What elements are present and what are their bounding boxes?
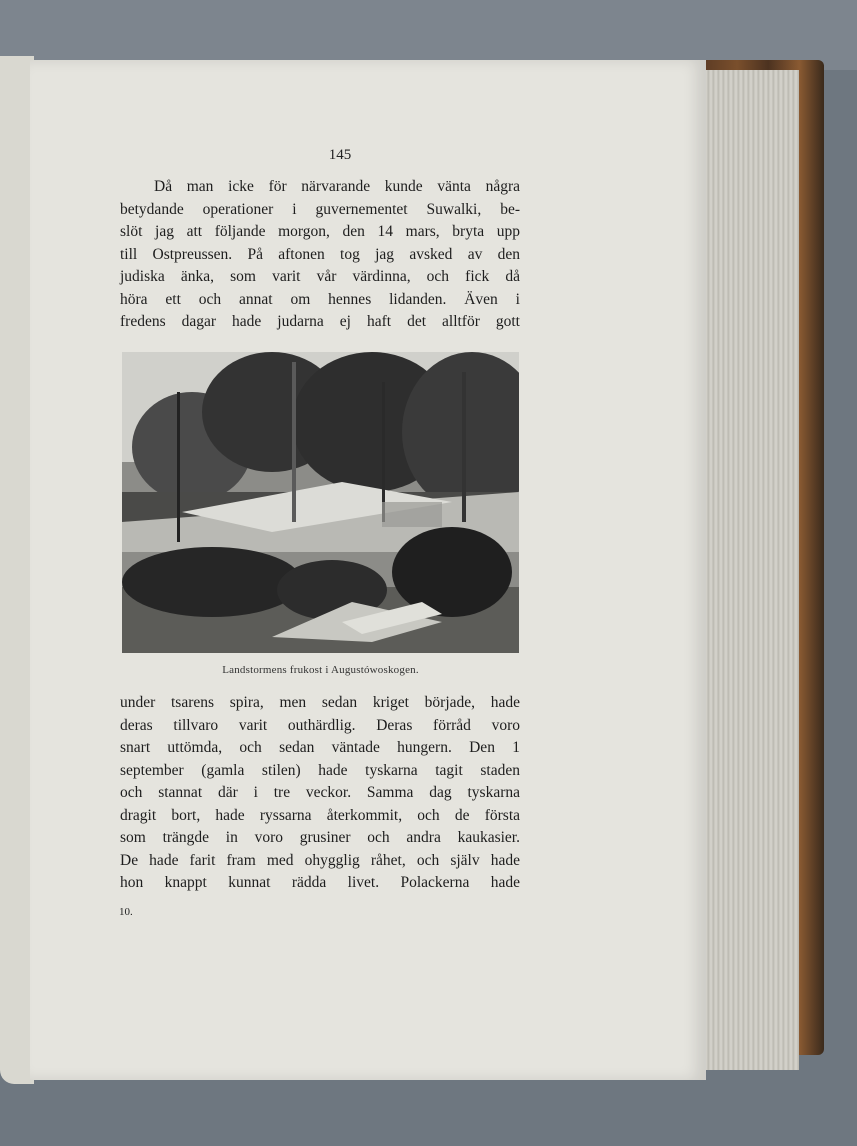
text-line: snart uttömda, och sedan väntade hungern. Den 1 bbox=[120, 739, 520, 756]
text-line: judiska änka, som varit vår värdinna, och fick då bbox=[120, 268, 520, 285]
text-line: hon knappt kunnat rädda livet. Polackerna hade bbox=[120, 874, 520, 891]
left-page-edge bbox=[0, 56, 34, 1084]
text-line: under tsarens spira, men sedan kriget började, hade bbox=[120, 694, 520, 711]
page-number: 145 bbox=[328, 147, 352, 163]
book-page bbox=[30, 60, 706, 1080]
text-line: september (gamla stilen) hade tyskarna tagit staden bbox=[120, 761, 520, 779]
text-line: slöt jag att följande morgon, den 14 mars, bryta upp bbox=[120, 223, 520, 240]
text-line: Då man icke för närvarande kunde vänta några bbox=[154, 178, 520, 195]
text-line: dragit bort, hade ryssarna återkommit, och de första bbox=[120, 806, 520, 824]
text-line: De hade farit fram med ohygglig råhet, och själv hade bbox=[120, 851, 520, 869]
page-edges bbox=[705, 70, 799, 1070]
text-line: och stannat där i tre veckor. Samma dag tyskarna bbox=[120, 784, 520, 801]
text-line: höra ett och annat om hennes lidanden. Även i bbox=[120, 290, 520, 308]
text-line: betydande operationer i guvernementet Suwalki, be- bbox=[120, 200, 520, 218]
text-line: som trängde in voro grusiner och andra kaukasier. bbox=[120, 829, 520, 846]
text-line: till Ostpreussen. På aftonen tog jag avsked av den bbox=[120, 245, 520, 263]
signature-mark: 10. bbox=[119, 906, 133, 918]
paragraph-2 bbox=[120, 692, 520, 895]
paragraph-1 bbox=[120, 176, 520, 334]
photograph bbox=[122, 352, 519, 653]
text-line: deras tillvaro varit outhärdlig. Deras förråd voro bbox=[120, 716, 520, 734]
photo-caption: Landstormens frukost i Augustówoskogen. bbox=[222, 664, 419, 676]
text-line: fredens dagar hade judarna ej haft det alltför gott bbox=[120, 313, 520, 330]
